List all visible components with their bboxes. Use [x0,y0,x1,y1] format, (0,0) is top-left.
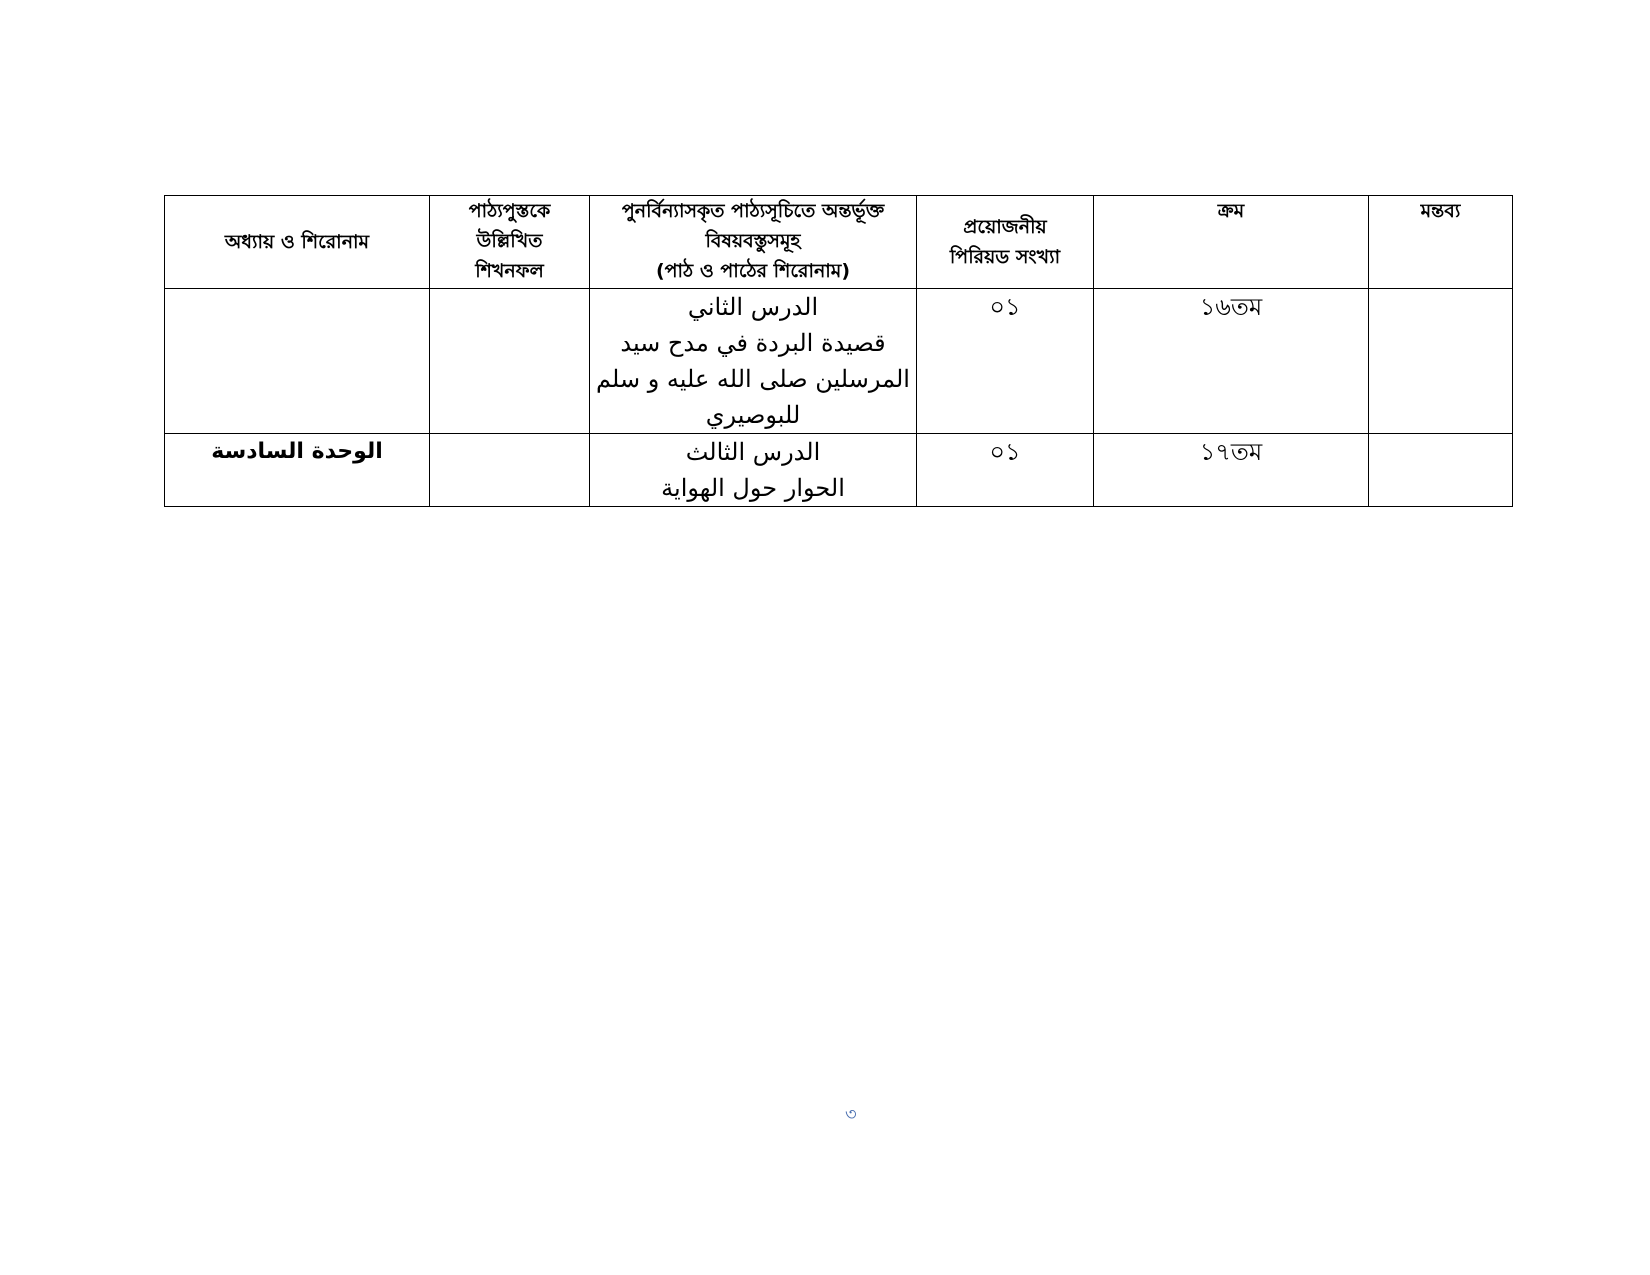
cell-order-text: ১৭তম [1199,438,1263,466]
header-outcome-line: উল্লিখিত [476,230,543,252]
cell-remarks [1369,289,1513,434]
cell-content-line: الدرس الثالث [685,438,821,466]
cell-outcome [430,434,590,507]
cell-content [590,289,917,434]
header-content-line: (পাঠ ও পাঠের শিরোনাম) [655,260,851,282]
header-content [590,196,917,289]
cell-chapter [165,289,430,434]
cell-periods [917,434,1094,507]
header-order [1094,196,1369,289]
header-chapter-text: অধ্যায় ও শিরোনাম [224,231,370,253]
header-row [165,196,1513,289]
header-outcome [430,196,590,289]
header-periods-line: প্রয়োজনীয় [963,216,1047,238]
cell-chapter-text: الوحدة السادسة [211,439,383,464]
table-row [165,289,1513,434]
cell-content-line: الدرس الثاني [687,293,819,321]
cell-content-line: الحوار حول الهواية [661,474,845,502]
cell-remarks [1369,434,1513,507]
header-content-line: পুনর্বিন্যাসকৃত পাঠ্যসূচিতে অন্তর্ভূক্ত [621,200,885,222]
header-periods [917,196,1094,289]
header-remarks [1369,196,1513,289]
cell-order [1094,434,1369,507]
cell-content [590,434,917,507]
cell-content-line: قصيدة البردة في مدح سيد [620,329,886,357]
cell-outcome [430,289,590,434]
page-number: ৩ [845,1104,857,1125]
header-periods-line: পিরিয়ড সংখ্যা [949,246,1061,268]
cell-chapter [165,434,430,507]
header-remarks-text: মন্তব্য [1420,200,1461,222]
header-content-line: বিষয়বস্তুসমূহ [705,230,801,252]
header-chapter [165,196,430,289]
cell-content-line: المرسلين صلى الله عليه و سلم [596,365,910,393]
header-outcome-line: পাঠ্যপুস্তকে [468,200,551,222]
cell-order [1094,289,1369,434]
syllabus-table [164,195,1513,507]
header-outcome-line: শিখনফল [475,260,544,282]
cell-order-text: ১৬তম [1199,293,1263,321]
cell-periods-text: ০১ [989,293,1021,321]
cell-periods [917,289,1094,434]
header-order-text: ক্রম [1217,200,1245,222]
cell-periods-text: ০১ [989,438,1021,466]
table-row [165,434,1513,507]
cell-content-line: للبوصيري [705,401,801,429]
